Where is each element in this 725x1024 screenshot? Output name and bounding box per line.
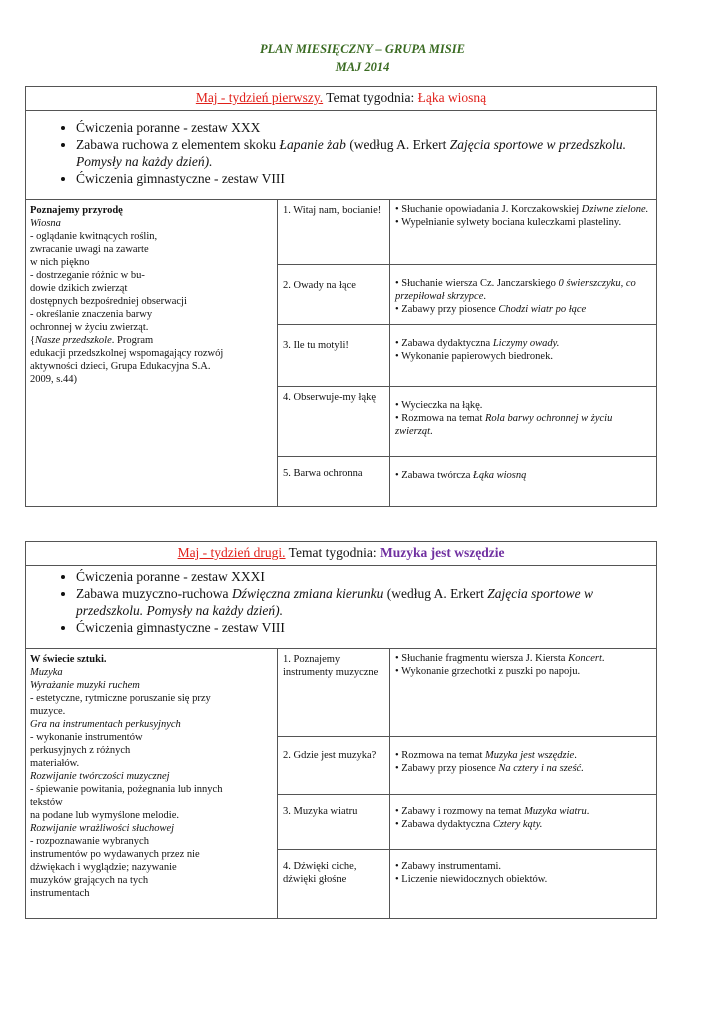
week-2-label: Maj - tydzień drugi. [177, 545, 286, 560]
table-row [278, 387, 656, 457]
day-topic: 1. Poznajemy instrumenty muzyczne [278, 649, 390, 736]
day-activities: • Zabawa dydaktyczna Liczymy owady. • Wykonanie papierowych biedronek. [395, 338, 560, 362]
week-1-general-activities [26, 111, 656, 199]
day-topic: 2. Gdzie jest muzyka? [278, 737, 390, 794]
table-row [278, 649, 656, 737]
page-subtitle: MAJ 2014 [335, 60, 390, 74]
day-activities: • Wycieczka na łąkę. • Rozmowa na temat Rola barwy ochronnej w życiu zwierząt. [395, 400, 613, 437]
day-topic: 4. Dźwięki ciche, dźwięki głośne [278, 850, 390, 918]
week-2-theme-prefix: Temat tygodnia: [285, 545, 380, 560]
table-row [278, 850, 656, 918]
day-activities: • Zabawy instrumentami. • Liczenie niewidocznych obiektów. [395, 861, 548, 885]
day-topic: 3. Ile tu motyli! [278, 325, 390, 386]
list-item: • Zabawa muzyczno-ruchowa Dźwięczna zmiana kierunku (według A. Erkert Zajęcia sportowe w przedszkolu. Pomysły na każdy dzień). [76, 585, 636, 619]
table-row [278, 737, 656, 795]
table-row [278, 265, 656, 325]
week-2-table [26, 648, 656, 918]
list-item: • Ćwiczenia gimnastyczne - zestaw VIII [76, 170, 636, 187]
day-activities: • Słuchanie opowiadania J. Korczakowskiej Dziwne zielone. • Wypełnianie sylwety bociana kuleczkami plasteliny. [395, 204, 649, 228]
week-1-label: Maj - tydzień pierwszy. [195, 90, 324, 105]
week-1-block [25, 86, 657, 507]
day-activities: • Rozmowa na temat Muzyka jest wszędzie. • Zabawy przy piosence Na cztery i na sześć. [395, 750, 584, 774]
week-2-block [25, 541, 657, 919]
week-2-theme: Muzyka jest wszędzie [379, 545, 505, 560]
table-row [278, 795, 656, 850]
day-activities: • Słuchanie wiersza Cz. Janczarskiego 0 świerszczyku, co przepiłował skrzypce. • Zabawy przy piosence Chodzi wiatr po łące [395, 278, 636, 315]
list-item: • Ćwiczenia poranne - zestaw XXX [76, 119, 636, 136]
table-row [278, 457, 656, 506]
day-topic: 3. Muzyka wiatru [278, 795, 390, 849]
table-row [278, 200, 656, 265]
day-topic: 4. Obserwuje-my łąkę [278, 387, 390, 456]
list-item: • Zabawa ruchowa z elementem skoku Łapanie żab (według A. Erkert Zajęcia sportowe w przedszkolu. Pomysły na każdy dzień). [76, 136, 636, 170]
week-1-goals: Poznajemy przyrodę Wiosna - oglądanie kwitnących roślin, zwracanie uwagi na zawarte w nich piękno - dostrzeganie różnic w bu- dowie dzikich zwierząt dostępnych bezpośredniej obserwacji - określanie znaczenia barwy ochronnej w życiu zwierząt. {Nasze przedszkole. Program edukacji przedszkolnej wspomagający rozwój aktywności dzieci, Grupa Edukacyjna S.A. 2009, s.44) [26, 200, 278, 506]
day-topic: 5. Barwa ochronna [278, 457, 390, 506]
week-1-theme-prefix: Temat tygodnia: [323, 90, 418, 105]
day-topic: 1. Witaj nam, bocianie! [278, 200, 390, 264]
week-1-title [26, 87, 656, 111]
list-item: • Ćwiczenia gimnastyczne - zestaw VIII [76, 619, 636, 636]
day-topic: 2. Owady na łące [278, 265, 390, 324]
week-1-days [278, 200, 656, 506]
week-2-general-activities [26, 566, 656, 648]
table-row [278, 325, 656, 387]
day-activities: • Zabawa twórcza Łąka wiosną [395, 470, 527, 481]
day-activities: • Zabawy i rozmowy na temat Muzyka wiatru. • Zabawa dydaktyczna Cztery kąty. [395, 806, 590, 830]
list-item: • Ćwiczenia poranne - zestaw XXXI [76, 568, 636, 585]
week-2-goals: W świecie sztuki. Muzyka Wyrażanie muzyki ruchem - estetyczne, rytmiczne poruszanie się przy muzyce. Gra na instrumentach perkusyjnych - wykonanie instrumentów perkusyjnych z różnych materiałów. Rozwijanie twórczości muzycznej - śpiewanie powitania, pożegnania lub innych tekstów na podane lub wymyślone melodie. Rozwijanie wrażliwości słuchowej - rozpoznawanie wybranych instrumentów po wydawanych przez nie dźwiękach i wyglądzie; nazywanie muzyków grających na tych instrumentach [26, 649, 278, 918]
week-2-title [26, 542, 656, 566]
page-title: PLAN MIESIĘCZNY – GRUPA MISIE [260, 42, 465, 56]
week-2-days [278, 649, 656, 918]
week-1-table [26, 199, 656, 506]
day-activities: • Słuchanie fragmentu wiersza J. Kiersta Koncert. • Wykonanie grzechotki z puszki po napoju. [395, 653, 605, 677]
week-1-theme: Łąka wiosną [417, 90, 487, 105]
